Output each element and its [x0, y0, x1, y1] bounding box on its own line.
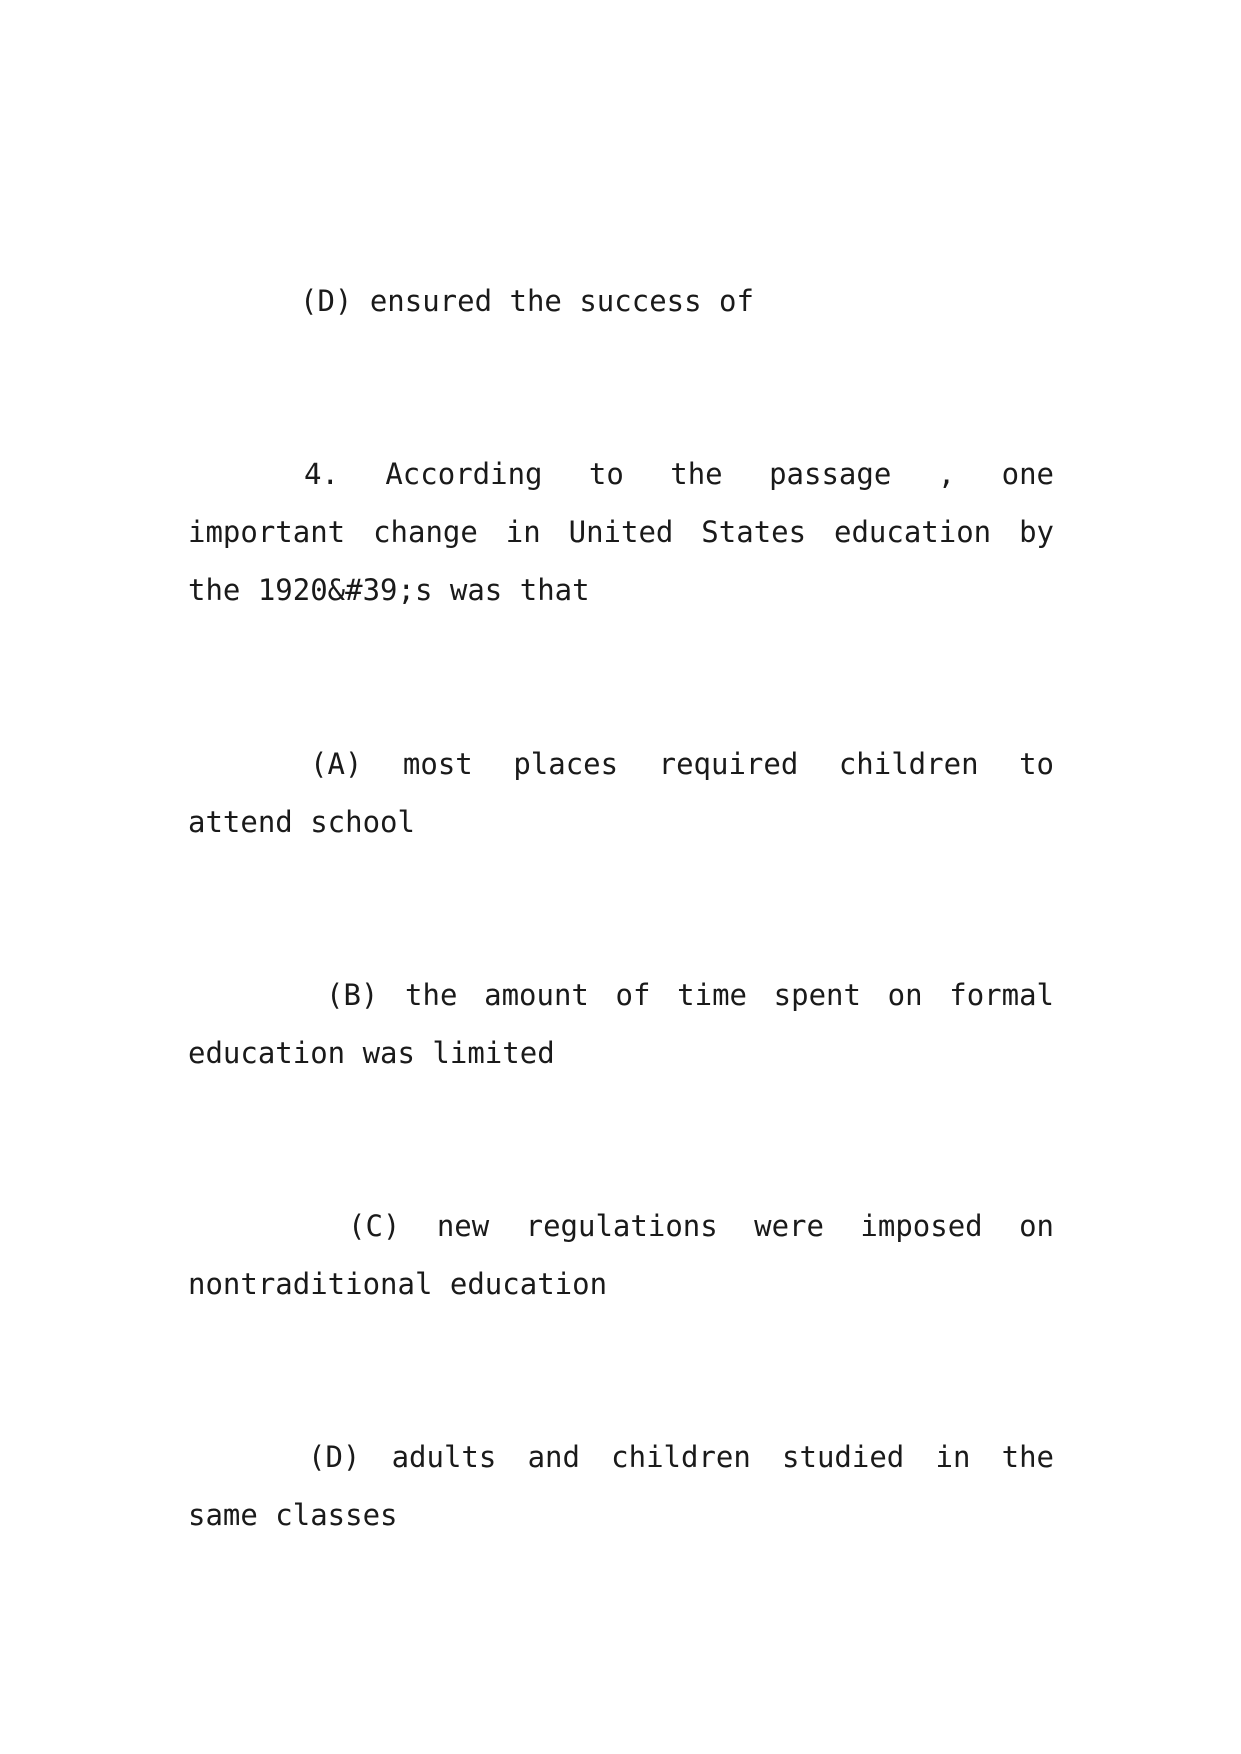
option-text: (D) adults and children studied in the same classes — [188, 1440, 1054, 1532]
question-4-option-b — [188, 966, 1054, 1082]
option-text: (A) most places required children to attend school — [188, 747, 1054, 839]
question-4-stem — [188, 445, 1054, 619]
question-4-option-a — [188, 735, 1054, 851]
question-4-option-c — [188, 1197, 1054, 1313]
option-text: (C) new regulations were imposed on nontraditional education — [188, 1209, 1054, 1301]
question-4-option-d — [188, 1428, 1054, 1544]
option-text: (D) ensured the success of — [300, 284, 754, 318]
option-text: (B) the amount of time spent on formal education was limited — [188, 978, 1054, 1070]
question-text: 4. According to the passage , one important change in United States education by the 1920&#39;s was that — [188, 457, 1054, 607]
option-d-previous — [188, 272, 1054, 330]
